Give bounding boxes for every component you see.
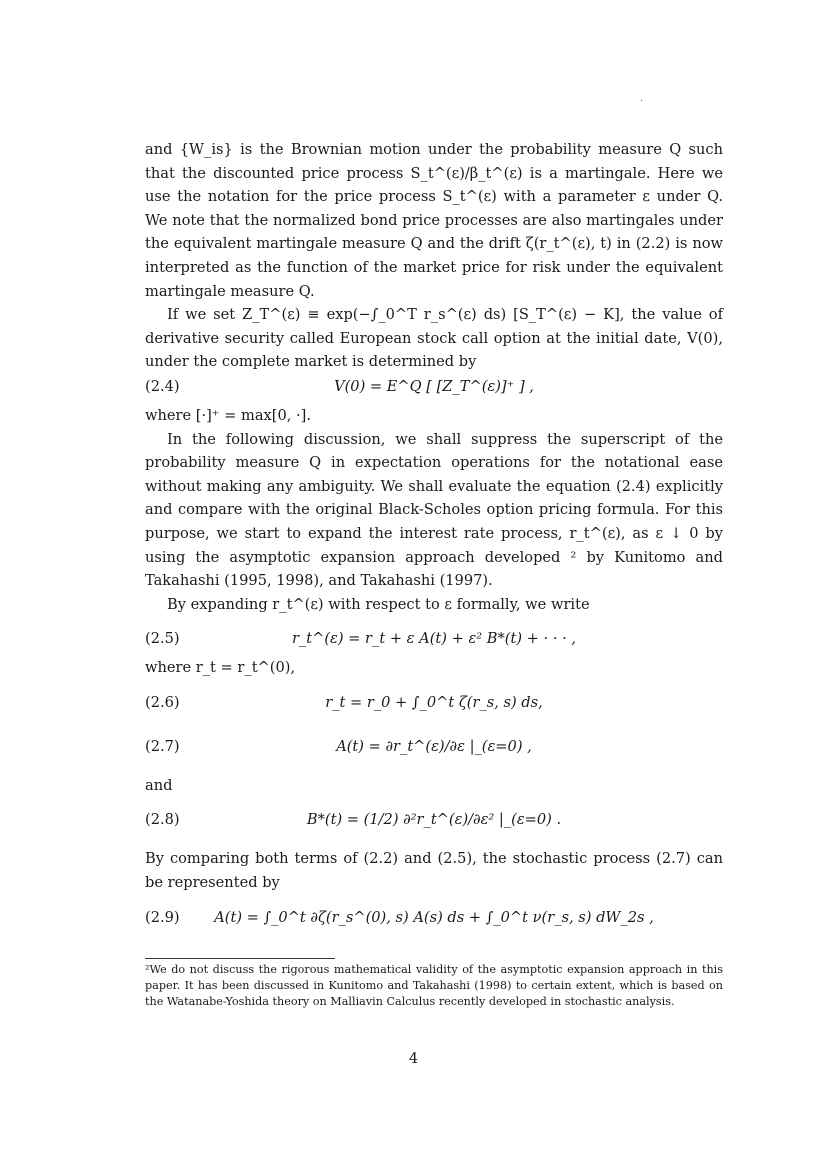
equation-number: (2.9) [145, 908, 180, 926]
stray-mark: · [640, 96, 644, 107]
equation-number: (2.4) [145, 377, 180, 395]
paragraph-8: By comparing both terms of (2.2) and (2.5), the stochastic process (2.7) can be represented by [145, 850, 723, 892]
equation-body: A(t) = ∂r_t^(ε)/∂ε |_(ε=0) , [336, 737, 532, 755]
equation-number: (2.5) [145, 630, 180, 648]
equation-number: (2.7) [145, 737, 180, 755]
equation-2-7 [145, 734, 723, 774]
equation-2-8 [145, 807, 723, 847]
equation-2-5 [145, 626, 723, 656]
paragraph-1: and {W_is} is the Brownian motion under the probability measure Q such that the discounted price process S_t^(ε)/β_t^(ε) is a martingale. Here we use the notation for the price process S_t^(ε) with a parameter ε under Q. We note that the normalized bond price processes are also martingales under the equivalent martingale measure Q and the drift ζ(r_t^(ε), t) in (2.2) is now interpreted as the function of the market price for risk under the equivalent martingale measure Q. [145, 141, 723, 300]
paragraph-2: If we set Z_T^(ε) ≡ exp(−∫_0^T r_s^(ε) ds) [S_T^(ε) − K], the value of derivative security called European stock call option at the initial date, V(0), under the complete market is determined by [145, 306, 723, 371]
equation-2-4 [145, 374, 723, 404]
paragraph-6: where r_t = r_t^(0), [145, 659, 296, 677]
equation-body: V(0) = E^Q [ [Z_T^(ε)]⁺ ] , [334, 377, 534, 395]
equation-number: (2.8) [145, 811, 180, 829]
paragraph-7: and [145, 776, 173, 794]
equation-number: (2.6) [145, 693, 180, 711]
equation-body: B*(t) = (1/2) ∂²r_t^(ε)/∂ε² |_(ε=0) . [306, 811, 562, 829]
paragraph-4: In the following discussion, we shall suppress the superscript of the probability measure Q in expectation operations for the notational ease without making any ambiguity. We shall evaluate the equation (2.4) explicitly and compare with the original Black-Scholes option pricing formula. For this purpose, we start to expand the interest rate process, r_t^(ε), as ε ↓ 0 by using the asymptotic expansion approach developed ² by Kunitomo and Takahashi (1995, 1998), and Takahashi (1997). [145, 430, 723, 590]
equation-body: r_t^(ε) = r_t + ε A(t) + ε² B*(t) + · · · , [291, 630, 577, 648]
equation-2-9 [145, 905, 723, 935]
footnote: ²We do not discuss the rigorous mathematical validity of the asymptotic expansion approach in this paper. It has been discussed in Kunitomo and Takahashi (1998) to certain extent, which is based on the Watanabe-Yoshida theory on Malliavin Calculus recently developed in stochastic analysis. [145, 963, 723, 1008]
equation-2-6 [145, 690, 723, 734]
footnote-rule [145, 958, 335, 959]
page-number: 4 [408, 1050, 419, 1067]
paragraph-5: By expanding r_t^(ε) with respect to ε formally, we write [167, 595, 590, 613]
equation-body: r_t = r_0 + ∫_0^t ζ(r_s, s) ds, [325, 693, 543, 711]
equation-body: A(t) = ∫_0^t ∂ζ(r_s^(0), s) A(s) ds + ∫_0^t ν(r_s, s) dW_2s , [214, 908, 654, 926]
page-body [145, 138, 723, 935]
paragraph-3: where [·]⁺ = max[0, ·]. [145, 406, 312, 424]
